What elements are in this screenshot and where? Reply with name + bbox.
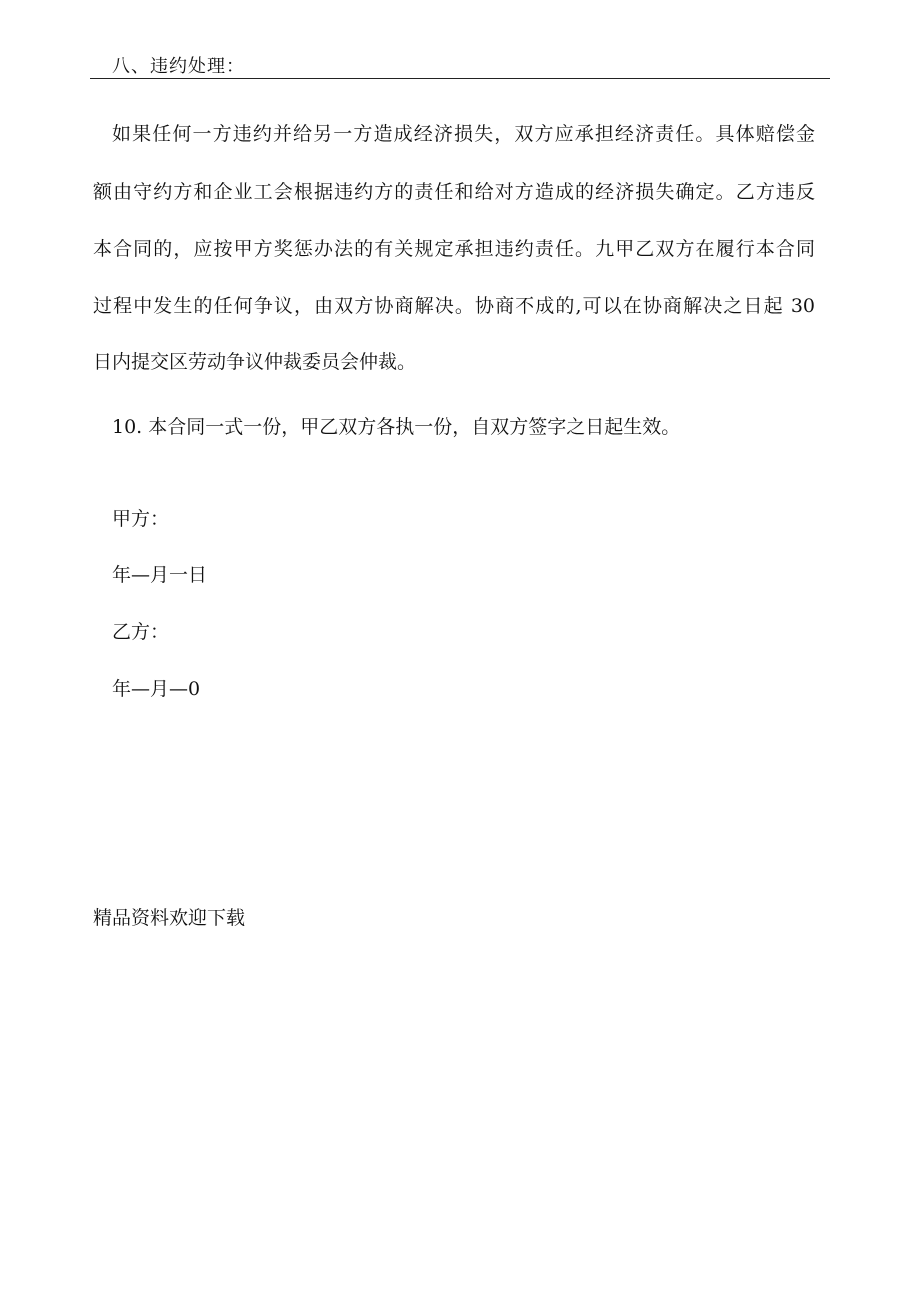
party-b-date: 年—月—0 — [112, 678, 201, 700]
header-divider — [90, 78, 830, 79]
section-heading: 八、违约处理： — [112, 56, 245, 77]
party-a-date: 年—月一日 — [112, 564, 208, 586]
party-a-label: 甲方： — [112, 508, 170, 530]
paragraph-line: 日内提交区劳动争议仲裁委员会仲裁。 — [93, 351, 417, 373]
paragraph-line: 过程中发生的任何争议，由双方协商解决。协商不成的,可以在协商解决之日起 30 — [93, 295, 815, 317]
paragraph-line: 额由守约方和企业工会根据违约方的责任和给对方造成的经济损失确定。乙方违反 — [93, 181, 815, 203]
footer-text: 精品资料欢迎下载 — [93, 907, 246, 929]
paragraph-line: 如果任何一方违约并给另一方造成经济损失，双方应承担经济责任。具体赔偿金 — [112, 123, 815, 145]
paragraph-line: 本合同的，应按甲方奖惩办法的有关规定承担违约责任。九甲乙双方在履行本合同 — [93, 238, 815, 260]
party-b-label: 乙方： — [112, 621, 170, 643]
clause-10: 10. 本合同一式一份，甲乙双方各执一份，自双方签字之日起生效。 — [112, 416, 681, 438]
